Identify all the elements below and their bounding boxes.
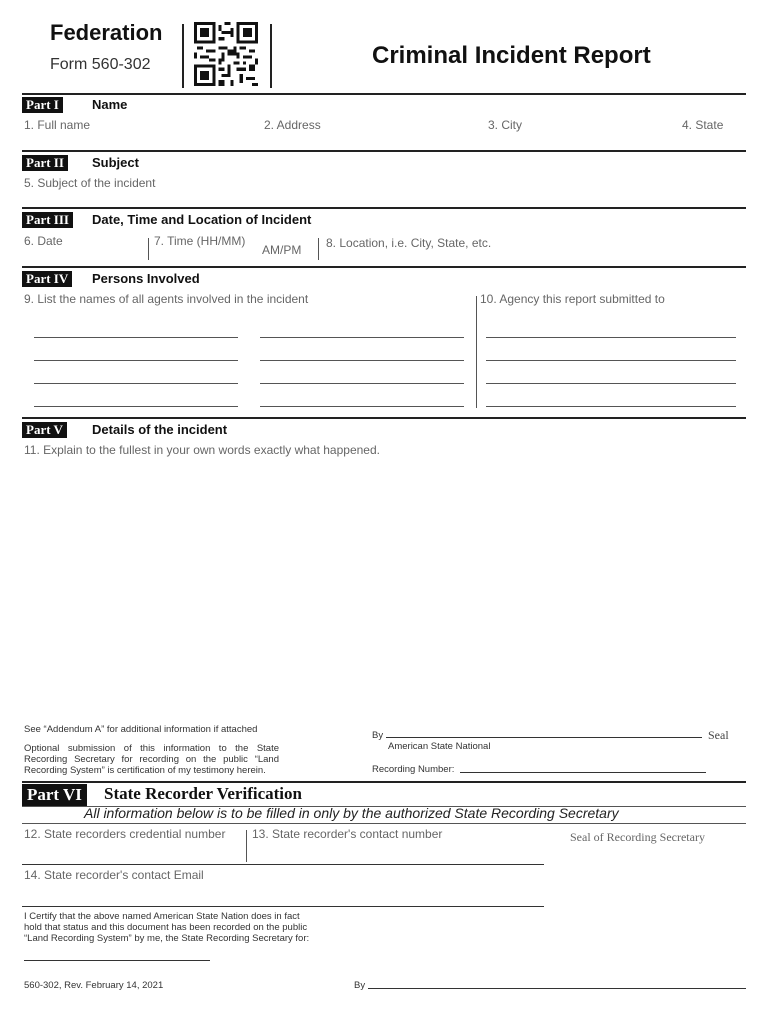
city-field[interactable]: 3. City [488, 118, 523, 132]
agent-line-3a[interactable] [34, 383, 238, 384]
subject-field[interactable]: 5. Subject of the incident [24, 176, 156, 190]
header-divider-left [182, 24, 184, 88]
part4-top-rule [22, 266, 746, 268]
agent-line-4a[interactable] [34, 406, 238, 407]
optional-submission-note: Optional submission of this information to the State Recording Secretary for recording on the public “Land Recording System” is certification of my testimony herein. [24, 743, 279, 776]
full-name-field[interactable]: 1. Full name [24, 118, 91, 132]
part1-title: Name [92, 97, 128, 112]
certification-text: I Certify that the above named American State Nation does in fact hold that status and this document has been recorded on the public “Land Recording System” by me, the State Recording Secretary for: [24, 911, 310, 944]
recording-number-line[interactable] [460, 772, 706, 773]
agent-line-3b[interactable] [260, 383, 464, 384]
part2-title: Subject [92, 155, 139, 170]
agency-line-3[interactable] [486, 383, 736, 384]
agent-line-2a[interactable] [34, 360, 238, 361]
agency-line-4[interactable] [486, 406, 736, 407]
part6-row1-rule [22, 864, 544, 865]
revision-label: 560-302, Rev. February 14, 2021 [24, 980, 164, 991]
state-field[interactable]: 4. State [682, 118, 724, 132]
by-label: By [372, 730, 384, 741]
part5-tag: Part V [22, 422, 67, 438]
page-title: Criminal Incident Report [372, 42, 651, 69]
part2-top-rule [22, 150, 746, 152]
agents-label: 9. List the names of all agents involved in the incident [24, 292, 309, 306]
part4-tag: Part IV [22, 271, 72, 287]
part1-top-rule [22, 93, 746, 95]
footer-signature-line[interactable] [368, 988, 746, 989]
part3-top-rule [22, 207, 746, 209]
agent-line-1a[interactable] [34, 337, 238, 338]
part6-tag: Part VI [22, 784, 87, 806]
credential-number-field[interactable]: 12. State recorders credential number [24, 827, 226, 841]
date-field[interactable]: 6. Date [24, 234, 63, 248]
recording-number-label: Recording Number: [372, 764, 455, 775]
part6-subtitle-rule [22, 823, 746, 824]
american-state-national-label: American State National [388, 741, 491, 752]
footer-by-label: By [354, 980, 366, 991]
part3-tag: Part III [22, 212, 73, 228]
seal-label: Seal [708, 728, 729, 742]
part3-title: Date, Time and Location of Incident [92, 212, 312, 227]
part6-top-rule [22, 781, 746, 783]
time-location-divider [318, 238, 319, 260]
location-field[interactable]: 8. Location, i.e. City, State, etc. [326, 236, 492, 250]
header-divider-right [270, 24, 272, 88]
recording-secretary-seal-label: Seal of Recording Secretary [570, 830, 705, 844]
agent-line-4b[interactable] [260, 406, 464, 407]
address-field[interactable]: 2. Address [264, 118, 321, 132]
part2-tag: Part II [22, 155, 68, 171]
part6-subtitle: All information below is to be filled in only by the authorized State Recording Secretary [84, 805, 619, 821]
part5-top-rule [22, 417, 746, 419]
part6-row2-rule [22, 906, 544, 907]
agency-line-1[interactable] [486, 337, 736, 338]
agent-line-1b[interactable] [260, 337, 464, 338]
agency-label: 10. Agency this report submitted to [480, 292, 665, 306]
part1-tag: Part I [22, 97, 63, 113]
contact-number-field[interactable]: 13. State recorder's contact number [252, 827, 443, 841]
agency-line-2[interactable] [486, 360, 736, 361]
ampm-field[interactable]: AM/PM [262, 243, 302, 257]
recorder-email-field[interactable]: 14. State recorder's contact Email [24, 868, 204, 882]
signature-line[interactable] [386, 737, 702, 738]
agency-divider [476, 296, 477, 408]
part5-title: Details of the incident [92, 422, 228, 437]
agent-line-2b[interactable] [260, 360, 464, 361]
addendum-note: See “Addendum A” for additional information if attached [24, 724, 258, 735]
time-field[interactable]: 7. Time (HH/MM) [154, 234, 246, 248]
credential-contact-divider [246, 830, 247, 862]
part6-title: State Recorder Verification [104, 784, 302, 803]
certify-for-line[interactable] [24, 960, 210, 961]
form-number: Form 560-302 [50, 56, 151, 73]
details-field[interactable]: 11. Explain to the fullest in your own words exactly what happened. [24, 443, 380, 457]
part4-title: Persons Involved [92, 271, 200, 286]
qr-code-icon [194, 22, 258, 86]
date-time-divider [148, 238, 149, 260]
organization-name: Federation [50, 20, 163, 45]
